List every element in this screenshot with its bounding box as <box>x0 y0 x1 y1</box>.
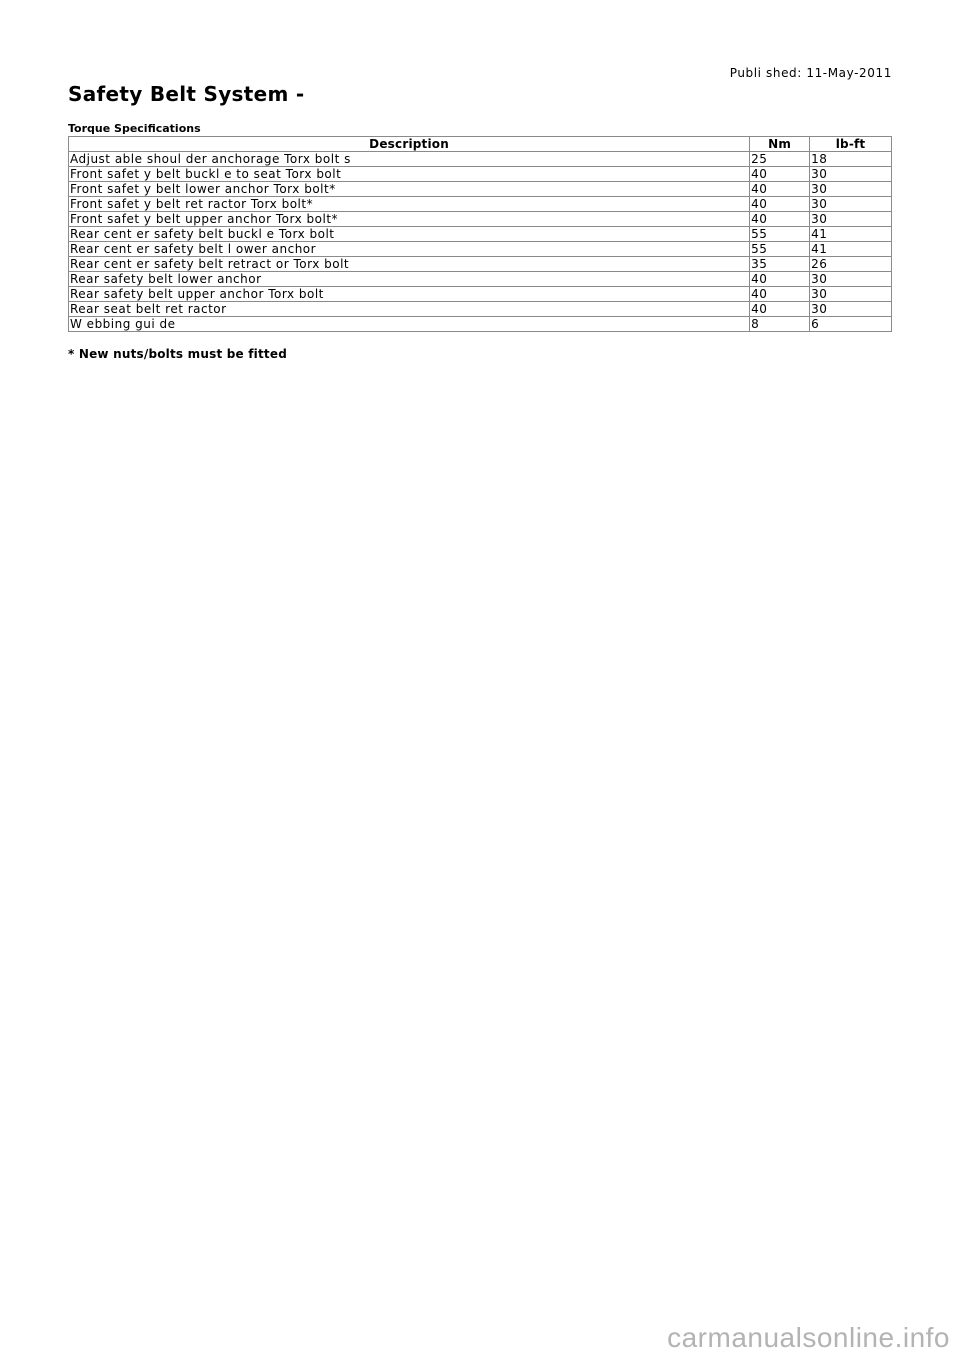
cell-lbft: 30 <box>810 287 892 302</box>
cell-nm: 40 <box>750 167 810 182</box>
cell-nm: 40 <box>750 212 810 227</box>
published-date: Publi shed: 11-May-2011 <box>729 66 892 80</box>
table-header-row <box>69 137 892 152</box>
cell-lbft: 30 <box>810 272 892 287</box>
cell-lbft: 41 <box>810 242 892 257</box>
cell-nm: 40 <box>750 302 810 317</box>
cell-description: Rear safety belt upper anchor Torx bolt <box>69 287 750 302</box>
cell-lbft: 30 <box>810 212 892 227</box>
cell-lbft: 18 <box>810 152 892 167</box>
cell-description: Front safet y belt ret ractor Torx bolt* <box>69 197 750 212</box>
cell-description: Rear safety belt lower anchor <box>69 272 750 287</box>
cell-lbft: 30 <box>810 302 892 317</box>
table-row <box>69 317 892 332</box>
table-row <box>69 197 892 212</box>
cell-nm: 40 <box>750 182 810 197</box>
cell-description: W ebbing gui de <box>69 317 750 332</box>
column-header-nm: Nm <box>750 137 810 152</box>
column-header-lbft: lb-ft <box>810 137 892 152</box>
footnote: * New nuts/bolts must be fitted <box>68 347 287 361</box>
table-row <box>69 227 892 242</box>
cell-lbft: 30 <box>810 197 892 212</box>
cell-nm: 25 <box>750 152 810 167</box>
table-row <box>69 152 892 167</box>
cell-description: Front safet y belt buckl e to seat Torx bolt <box>69 167 750 182</box>
page-title: Safety Belt System - <box>68 82 305 106</box>
table-row <box>69 287 892 302</box>
cell-lbft: 26 <box>810 257 892 272</box>
table-row <box>69 257 892 272</box>
cell-lbft: 6 <box>810 317 892 332</box>
table-row <box>69 302 892 317</box>
watermark: carmanualsonline.info <box>667 1322 950 1353</box>
table-row <box>69 182 892 197</box>
cell-nm: 55 <box>750 227 810 242</box>
cell-nm: 40 <box>750 287 810 302</box>
cell-description: Rear cent er safety belt retract or Torx bolt <box>69 257 750 272</box>
cell-description: Rear cent er safety belt l ower anchor <box>69 242 750 257</box>
column-header-description: Description <box>69 137 750 152</box>
torque-specifications-table <box>68 136 892 332</box>
cell-nm: 8 <box>750 317 810 332</box>
table-row <box>69 242 892 257</box>
cell-nm: 40 <box>750 197 810 212</box>
table-row <box>69 272 892 287</box>
cell-nm: 35 <box>750 257 810 272</box>
cell-lbft: 41 <box>810 227 892 242</box>
cell-lbft: 30 <box>810 167 892 182</box>
cell-description: Front safet y belt lower anchor Torx bolt* <box>69 182 750 197</box>
cell-description: Rear cent er safety belt buckl e Torx bolt <box>69 227 750 242</box>
cell-description: Front safet y belt upper anchor Torx bolt* <box>69 212 750 227</box>
section-title: Torque Specifications <box>68 122 201 135</box>
cell-description: Adjust able shoul der anchorage Torx bolt s <box>69 152 750 167</box>
cell-nm: 40 <box>750 272 810 287</box>
table-row <box>69 167 892 182</box>
cell-description: Rear seat belt ret ractor <box>69 302 750 317</box>
table-row <box>69 212 892 227</box>
cell-lbft: 30 <box>810 182 892 197</box>
cell-nm: 55 <box>750 242 810 257</box>
